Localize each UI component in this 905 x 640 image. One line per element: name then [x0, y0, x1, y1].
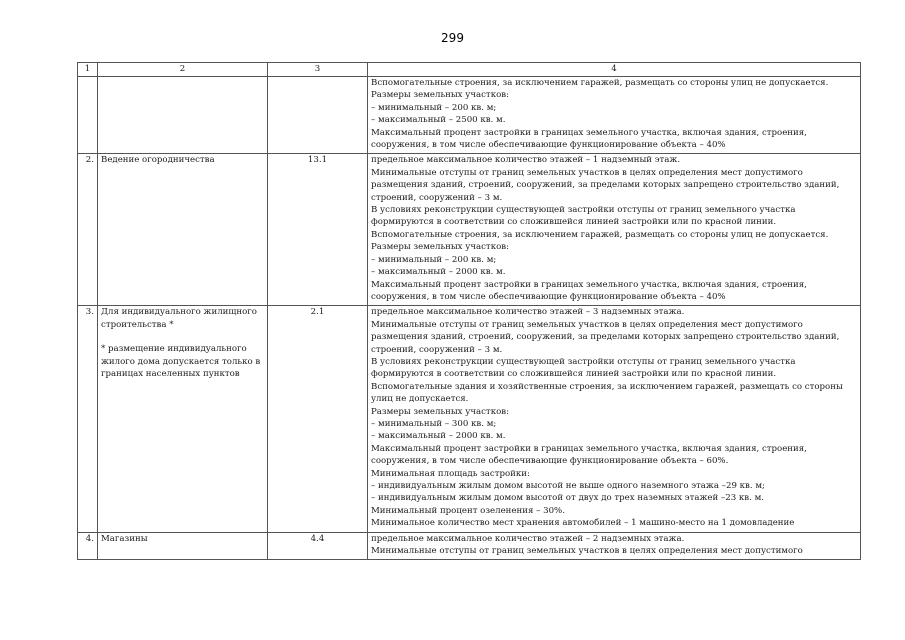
regulation-parameters — [368, 306, 861, 532]
land-use-name-line: Ведение огородничества — [101, 155, 215, 166]
classifier-code: 4.4 — [268, 532, 368, 560]
table-row — [78, 306, 861, 532]
parameter-line: Размеры земельных участков: — [371, 242, 509, 253]
land-use-name-line: Магазины — [101, 533, 148, 544]
parameter-line: размещения зданий, строений, сооружений, за пределами которых запрещено строительство зданий, — [371, 332, 840, 343]
parameter-bullet-item: – максимальный – 2000 кв. м. — [371, 266, 857, 278]
parameter-line: Вспомогательные строения, за исключением гаражей, размещать со стороны улиц не допускается. — [371, 78, 829, 88]
land-use-name — [98, 77, 268, 154]
parameter-line: размещения зданий, строений, сооружений, за пределами которых запрещено строительство зданий, — [371, 180, 840, 191]
parameter-line: предельное максимальное количество этажей – 2 надземных этажа. — [371, 533, 685, 544]
parameter-line: сооружения, в том числе обеспечивающие функционирование объекта – 40% — [371, 140, 726, 151]
parameter-line: улиц не допускается. — [371, 394, 469, 405]
parameter-line: предельное максимальное количество этажей – 1 надземный этаж. — [371, 155, 681, 166]
classifier-code: 2.1 — [268, 306, 368, 532]
classifier-code: 13.1 — [268, 154, 368, 306]
parameter-bullet-item: – индивидуальным жилым домом высотой от двух до трех наземных этажей –23 кв. м. — [371, 492, 857, 504]
parameter-line: формируются в соответствии со сложившейся линией застройки или по красной линии. — [371, 217, 777, 228]
parameter-line: Минимальный процент озеленения – 30%. — [371, 505, 565, 516]
parameter-line: сооружения, в том числе обеспечивающие функционирование объекта – 60%. — [371, 456, 729, 467]
parameter-line: строений, сооружений – 3 м. — [371, 344, 503, 355]
parameter-line: Максимальный процент застройки в границах земельного участка, включая здания, строения, — [371, 127, 807, 138]
header-col-3: 3 — [268, 63, 368, 77]
parameter-line: Вспомогательные здания и хозяйственные строения, за исключением гаражей, размещать со стороны — [371, 381, 843, 392]
parameter-line: сооружения, в том числе обеспечивающие функционирование объекта – 40% — [371, 291, 726, 302]
regulation-parameters — [368, 77, 861, 154]
row-spacer — [371, 557, 857, 559]
parameter-line: Максимальный процент застройки в границах земельного участка, включая здания, строения, — [371, 443, 807, 454]
land-use-name-line: Для индивидуального жилищного — [101, 307, 257, 318]
table-row — [78, 154, 861, 306]
parameter-bullet-item: – минимальный – 200 кв. м; — [371, 254, 857, 266]
row-number: 3. — [78, 306, 98, 532]
land-use-name — [98, 306, 268, 532]
land-use-footnote — [101, 343, 264, 380]
header-col-4: 4 — [368, 63, 861, 77]
row-number: 4. — [78, 532, 98, 560]
parameter-line: Вспомогательные строения, за исключением гаражей, размещать со стороны улиц не допускается. — [371, 229, 829, 240]
regulation-parameters — [368, 532, 861, 560]
land-use-name-line: строительства * — [101, 319, 174, 330]
footnote-line: * размещение индивидуального — [101, 344, 247, 355]
footnote-line: жилого дома допускается только в — [101, 356, 261, 367]
parameter-bullet-item: – минимальный – 300 кв. м; — [371, 418, 857, 430]
table-row — [78, 77, 861, 154]
row-number: 2. — [78, 154, 98, 306]
parameter-line: предельное максимальное количество этажей – 3 надземных этажа. — [371, 307, 685, 318]
footnote-line: границах населенных пунктов — [101, 368, 240, 379]
row-number — [78, 77, 98, 154]
parameter-line: Размеры земельных участков: — [371, 406, 509, 417]
parameter-line: В условиях реконструкции существующей застройки отступы от границ земельного участка — [371, 205, 796, 216]
parameter-line: Минимальные отступы от границ земельных участков в целях определения мест допустимого — [371, 319, 803, 330]
header-col-2: 2 — [98, 63, 268, 77]
regulation-table — [77, 62, 861, 560]
parameter-bullet-item: – минимальный – 200 кв. м; — [371, 102, 857, 114]
parameter-bullet-item: – максимальный – 2500 кв. м. — [371, 114, 857, 126]
parameter-line: Размеры земельных участков: — [371, 90, 509, 101]
parameter-bullet-item: – максимальный – 2000 кв. м. — [371, 430, 857, 442]
parameter-line: Минимальные отступы от границ земельных участков в целях определения мест допустимого — [371, 167, 803, 178]
classifier-code — [268, 77, 368, 154]
parameter-line: формируются в соответствии со сложившейся линией застройки или по красной линии. — [371, 369, 777, 380]
page-number: 299 — [441, 31, 464, 45]
parameter-line: Минимальное количество мест хранения автомобилей – 1 машино-место на 1 домовладение — [371, 518, 795, 529]
parameter-line: Минимальные отступы от границ земельных участков в целях определения мест допустимого — [371, 546, 803, 557]
header-col-1: 1 — [78, 63, 98, 77]
parameter-line: строений, сооружений – 3 м. — [371, 192, 503, 203]
parameter-line: В условиях реконструкции существующей застройки отступы от границ земельного участка — [371, 356, 796, 367]
land-use-name — [98, 154, 268, 306]
parameter-line: Максимальный процент застройки в границах земельного участка, включая здания, строения, — [371, 279, 807, 290]
land-use-name — [98, 532, 268, 560]
table-row — [78, 532, 861, 560]
parameter-line: Минимальная площадь застройки: — [371, 468, 530, 479]
regulation-parameters — [368, 154, 861, 306]
table-body — [78, 77, 861, 560]
table-header-row — [78, 63, 861, 77]
parameter-bullet-item: – индивидуальным жилым домом высотой не выше одного наземного этажа –29 кв. м; — [371, 480, 857, 492]
